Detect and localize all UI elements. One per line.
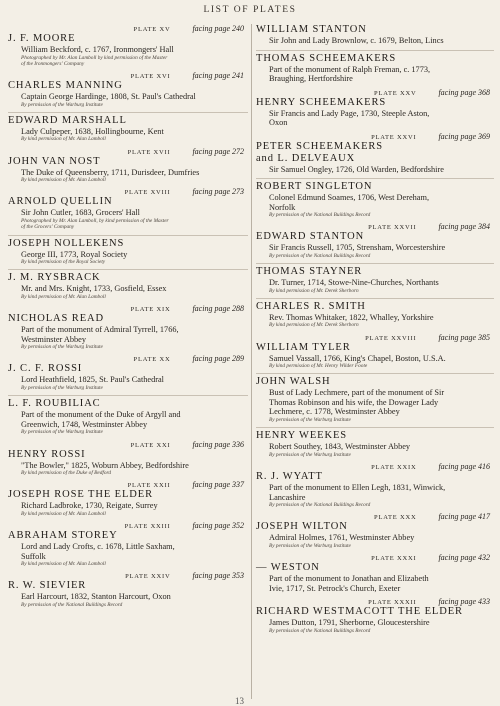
facing-page: facing page 417 bbox=[438, 512, 490, 522]
plate-heading bbox=[256, 512, 494, 521]
work-description: Thomas Robinson and his wife, the Dowager Lady bbox=[269, 397, 439, 407]
plate-number: PLATE XXI bbox=[130, 441, 171, 449]
work-description: James Dutton, 1791, Sherborne, Gloucestershire bbox=[269, 618, 430, 628]
plate-heading bbox=[8, 354, 248, 363]
plate-number: PLATE XVIII bbox=[124, 189, 171, 197]
page-title: LIST OF PLATES bbox=[203, 5, 297, 15]
artist-name: JOSEPH NOLLEKENS bbox=[8, 237, 125, 249]
entry-divider bbox=[256, 427, 494, 428]
plate-entry bbox=[8, 449, 248, 477]
artist-name-continued: and L. DELVEAUX bbox=[256, 152, 356, 164]
entry-divider bbox=[256, 178, 494, 179]
plate-number: PLATE XXIV bbox=[125, 573, 171, 581]
work-description: Mr. and Mrs. Knight, 1733, Gosfield, Essex bbox=[21, 284, 167, 294]
facing-page: facing page 288 bbox=[192, 304, 244, 314]
artist-name: ABRAHAM STOREY bbox=[8, 530, 118, 542]
facing-page: facing page 272 bbox=[192, 146, 244, 156]
plate-entry bbox=[8, 272, 248, 300]
work-description: Westminster Abbey bbox=[21, 334, 87, 344]
plate-heading bbox=[256, 88, 494, 97]
work-description: Robert Southey, 1843, Westminster Abbey bbox=[269, 442, 411, 452]
plate-entry bbox=[256, 606, 494, 634]
work-description: William Beckford, c. 1767, Ironmongers' Hall bbox=[21, 45, 174, 54]
artist-name: WILLIAM STANTON bbox=[256, 24, 367, 35]
work-description: Part of the monument to Ellen Legh, 1831, Winwick, bbox=[269, 483, 446, 493]
photo-credit: By permission of the National Buildings Record bbox=[21, 601, 123, 608]
artist-name: — WESTON bbox=[256, 562, 320, 574]
plate-entry bbox=[8, 398, 248, 435]
entry-divider bbox=[256, 373, 494, 374]
artist-name: L. F. ROUBILIAC bbox=[8, 398, 101, 410]
facing-page: facing page 368 bbox=[438, 87, 490, 97]
entry-divider bbox=[256, 298, 494, 299]
plate-entry bbox=[256, 24, 494, 46]
work-description: Sir John and Lady Brownlow, c. 1679, Belton, Lincs bbox=[269, 36, 444, 45]
plate-entry bbox=[256, 301, 494, 329]
artist-name: JOSEPH ROSE THE ELDER bbox=[8, 489, 154, 501]
work-description: Richard Ladbroke, 1730, Reigate, Surrey bbox=[21, 501, 158, 511]
plate-number: PLATE XXX bbox=[374, 514, 417, 522]
plate-entry bbox=[8, 313, 248, 350]
photo-credit: By kind permission of the Duke of Bedford bbox=[21, 470, 111, 477]
artist-name: J. F. MOORE bbox=[8, 33, 76, 44]
artist-name: J. C. F. ROSSI bbox=[8, 363, 83, 375]
plate-heading bbox=[256, 132, 494, 141]
artist-name: HENRY SCHEEMAKERS bbox=[256, 96, 387, 108]
work-description: Norfolk bbox=[269, 202, 296, 212]
facing-page: facing page 289 bbox=[192, 354, 244, 364]
facing-page: facing page 416 bbox=[438, 462, 490, 472]
work-description: Part of the monument of Admiral Tyrrell, 1766, bbox=[21, 325, 179, 335]
work-description: Greenwich, 1748, Westminster Abbey bbox=[21, 419, 148, 429]
photo-credit: By kind permission of Mr. Alan Lamboll bbox=[21, 136, 106, 143]
work-description: Lancashire bbox=[269, 492, 306, 502]
artist-name: R. W. SIEVIER bbox=[8, 580, 87, 592]
entry-divider bbox=[8, 269, 248, 270]
artist-name: CHARLES MANNING bbox=[8, 80, 123, 92]
plate-entry bbox=[8, 80, 248, 108]
plate-heading bbox=[256, 222, 494, 231]
photo-credit: By permission of the Warburg Institute bbox=[269, 451, 351, 458]
work-description: Lechmere, c. 1778, Westminster Abbey bbox=[269, 407, 400, 417]
facing-page: facing page 352 bbox=[192, 521, 244, 531]
plate-entry bbox=[256, 521, 494, 549]
facing-page: facing page 241 bbox=[192, 71, 244, 81]
photo-credit: By permission of the National Buildings Record bbox=[269, 252, 371, 259]
work-description: Lord and Lady Crofts, c. 1678, Little Saxham, bbox=[21, 542, 175, 552]
plate-heading bbox=[256, 553, 494, 562]
plate-entry bbox=[256, 342, 494, 370]
plate-number: PLATE XXIX bbox=[371, 464, 417, 472]
plate-heading bbox=[8, 571, 248, 580]
photo-credit: By permission of the Warburg Institute bbox=[269, 416, 351, 423]
plate-entry bbox=[256, 231, 494, 259]
plate-heading bbox=[8, 440, 248, 449]
entry-divider bbox=[8, 395, 248, 396]
page-number: 13 bbox=[235, 696, 244, 706]
plate-number: PLATE XVI bbox=[130, 73, 171, 81]
artist-name: R. J. WYATT bbox=[256, 471, 323, 483]
photo-credit: By kind permission of Mr. Alan Lamboll bbox=[21, 293, 106, 300]
work-description: The Duke of Queensberry, 1711, Durisdeer, Dumfries bbox=[21, 167, 200, 177]
work-description: Bust of Lady Lechmere, part of the monument of Sir bbox=[269, 388, 445, 398]
artist-name: HENRY WEEKES bbox=[256, 430, 348, 442]
facing-page: facing page 432 bbox=[438, 553, 490, 563]
photo-credit: By kind permission of Mr. Alan Lamboll bbox=[21, 510, 106, 517]
photo-credit: By permission of the Warburg Institute bbox=[21, 344, 103, 351]
facing-page: facing page 240 bbox=[192, 24, 244, 33]
plate-entry bbox=[256, 430, 494, 458]
photo-credit: By permission of the National Buildings Record bbox=[269, 627, 371, 634]
plate-entry bbox=[256, 53, 494, 84]
plate-entry bbox=[8, 156, 248, 184]
plate-entry bbox=[8, 530, 248, 567]
work-description: Rev. Thomas Whitaker, 1822, Whalley, Yorkshire bbox=[269, 312, 434, 322]
artist-name: JOHN WALSH bbox=[256, 376, 331, 388]
facing-page: facing page 384 bbox=[438, 222, 490, 232]
artist-name: JOSEPH WILTON bbox=[256, 521, 348, 533]
plate-number: PLATE XXXI bbox=[371, 555, 417, 563]
column-divider bbox=[251, 24, 252, 699]
plate-entry bbox=[8, 238, 248, 266]
entry-divider bbox=[8, 235, 248, 236]
work-description: George III, 1773, Royal Society bbox=[21, 249, 128, 259]
plate-entry bbox=[256, 471, 494, 508]
artist-name: PETER SCHEEMAKERS bbox=[256, 140, 384, 152]
photo-credit: By kind permission of Mr. Derek Sherborn bbox=[269, 322, 359, 329]
plate-heading bbox=[8, 480, 248, 489]
plate-number: PLATE XXII bbox=[127, 482, 171, 490]
facing-page: facing page 385 bbox=[438, 332, 490, 342]
plate-number: PLATE XXV bbox=[374, 89, 417, 97]
photo-credit: By permission of the Warburg Institute bbox=[269, 542, 351, 549]
plate-heading bbox=[8, 521, 248, 530]
plate-number: PLATE XXVIII bbox=[365, 334, 417, 342]
photo-credit: By permission of the National Buildings Record bbox=[269, 502, 371, 509]
photo-credit: Photographed by Mr. Alan Lamboll by kind permission of the Master bbox=[21, 54, 168, 61]
work-description: Lady Culpeper, 1638, Hollingbourne, Kent bbox=[21, 126, 164, 136]
work-description: Colonel Edmund Soames, 1706, West Dereham, bbox=[269, 193, 430, 202]
photo-credit: By kind permission of Mr. Henry Wilder Foote bbox=[269, 363, 368, 370]
photo-credit: By permission of the Warburg Institute bbox=[21, 384, 103, 391]
entry-divider bbox=[8, 112, 248, 113]
work-description: Lord Heathfield, 1825, St. Paul's Cathedral bbox=[21, 375, 164, 385]
artist-name: JOHN VAN NOST bbox=[8, 155, 101, 167]
plate-heading bbox=[256, 462, 494, 471]
plates-column-left bbox=[8, 24, 248, 612]
plate-entry bbox=[8, 580, 248, 608]
plate-number: PLATE XXIII bbox=[124, 523, 171, 531]
work-description: Dr. Turner, 1714, Stowe-Nine-Churches, Northants bbox=[269, 278, 439, 288]
photo-credit: By permission of the National Buildings Record bbox=[269, 212, 371, 218]
work-description: Oxon bbox=[269, 118, 288, 127]
artist-name: HENRY ROSSI bbox=[8, 448, 86, 460]
entry-divider bbox=[256, 263, 494, 264]
photo-credit: of the Ironmongers' Company bbox=[21, 60, 85, 67]
work-description: Part of the monument of the Duke of Argyll and bbox=[21, 410, 181, 420]
plates-column-right bbox=[256, 24, 494, 638]
plate-entry bbox=[256, 376, 494, 423]
plate-entry bbox=[256, 562, 494, 593]
plate-heading bbox=[8, 187, 248, 196]
plate-entry bbox=[8, 489, 248, 517]
photo-credit: By kind permission of Mr. Derek Sherborn bbox=[269, 287, 359, 294]
work-description: Braughing, Hertfordshire bbox=[269, 74, 353, 83]
photo-credit: By kind permission of Mr. Alan Lamboll bbox=[21, 177, 106, 184]
photo-credit: By permission of the Warburg Institute bbox=[21, 429, 103, 436]
facing-page: facing page 353 bbox=[192, 571, 244, 581]
plate-entry bbox=[8, 115, 248, 143]
work-description: Admiral Holmes, 1761, Westminster Abbey bbox=[269, 533, 415, 543]
work-description: Ivie, 1717, St. Petrock's Church, Exeter bbox=[269, 583, 401, 593]
photo-credit: Photographed by Mr. Alan Lamboll, by kind permission of the Master bbox=[21, 217, 169, 224]
plate-heading bbox=[256, 597, 494, 606]
artist-name: EDWARD STANTON bbox=[256, 231, 365, 243]
photo-credit: By kind permission of Mr. Alan Lamboll bbox=[21, 561, 106, 568]
work-description: Part of the monument of Ralph Freman, c. 1773, bbox=[269, 64, 431, 74]
plate-entry bbox=[8, 363, 248, 391]
plate-entry bbox=[256, 181, 494, 218]
plate-heading bbox=[8, 71, 248, 80]
plate-number: PLATE XIX bbox=[130, 306, 171, 314]
artist-name: ARNOLD QUELLIN bbox=[8, 196, 113, 208]
work-description: Part of the monument to Jonathan and Elizabeth bbox=[269, 574, 429, 584]
artist-name: CHARLES R. SMITH bbox=[256, 300, 366, 312]
artist-name: THOMAS SCHEEMAKERS bbox=[256, 52, 397, 64]
artist-name: THOMAS STAYNER bbox=[256, 266, 363, 278]
facing-page: facing page 369 bbox=[438, 131, 490, 141]
plate-entry bbox=[256, 97, 494, 128]
artist-name: ROBERT SINGLETON bbox=[256, 181, 373, 192]
plate-heading bbox=[8, 147, 248, 156]
plate-number: PLATE XXXII bbox=[368, 599, 417, 607]
facing-page: facing page 336 bbox=[192, 439, 244, 449]
plate-number: PLATE XVII bbox=[127, 148, 171, 156]
work-description: Sir John Cutler, 1683, Grocers' Hall bbox=[21, 208, 140, 218]
plate-heading bbox=[8, 24, 248, 33]
work-description: Captain George Hardinge, 1808, St. Paul's Cathedral bbox=[21, 92, 196, 102]
photo-credit: By kind permission of the Royal Society bbox=[21, 259, 106, 266]
photo-credit: By permission of the Warburg Institute bbox=[21, 101, 103, 108]
artist-name: EDWARD MARSHALL bbox=[8, 114, 127, 126]
facing-page: facing page 337 bbox=[192, 480, 244, 490]
work-description: Earl Harcourt, 1832, Stanton Harcourt, Oxon bbox=[21, 592, 171, 602]
plate-entry bbox=[256, 266, 494, 294]
plate-number: PLATE XXVII bbox=[368, 224, 417, 232]
plate-number: PLATE XX bbox=[133, 356, 171, 364]
plate-heading bbox=[256, 333, 494, 342]
work-description: Sir Francis and Lady Page, 1730, Steeple Aston, bbox=[269, 108, 430, 118]
plate-number: PLATE XV bbox=[133, 26, 171, 33]
work-description: "The Bowler," 1825, Woburn Abbey, Bedfordshire bbox=[21, 460, 189, 470]
plate-entry bbox=[8, 196, 248, 230]
artist-name: WILLIAM TYLER bbox=[256, 341, 351, 353]
artist-name: J. M. RYSBRACK bbox=[8, 272, 101, 284]
entry-divider bbox=[256, 50, 494, 51]
plate-entry bbox=[256, 141, 494, 175]
work-description: Sir Samuel Ongley, 1726, Old Warden, Bedfordshire bbox=[269, 164, 444, 174]
plate-heading bbox=[8, 304, 248, 313]
photo-credit: of the Grocers' Company bbox=[21, 224, 75, 231]
facing-page: facing page 433 bbox=[438, 597, 490, 607]
work-description: Suffolk bbox=[21, 551, 46, 561]
artist-name: NICHOLAS READ bbox=[8, 313, 104, 325]
plate-number: PLATE XXVI bbox=[371, 133, 417, 141]
facing-page: facing page 273 bbox=[192, 187, 244, 197]
plate-entry bbox=[8, 33, 248, 67]
work-description: Samuel Vassall, 1766, King's Chapel, Boston, U.S.A. bbox=[269, 353, 446, 363]
work-description: Sir Francis Russell, 1705, Strensham, Worcestershire bbox=[269, 243, 446, 253]
artist-name: RICHARD WESTMACOTT THE ELDER bbox=[256, 606, 463, 618]
